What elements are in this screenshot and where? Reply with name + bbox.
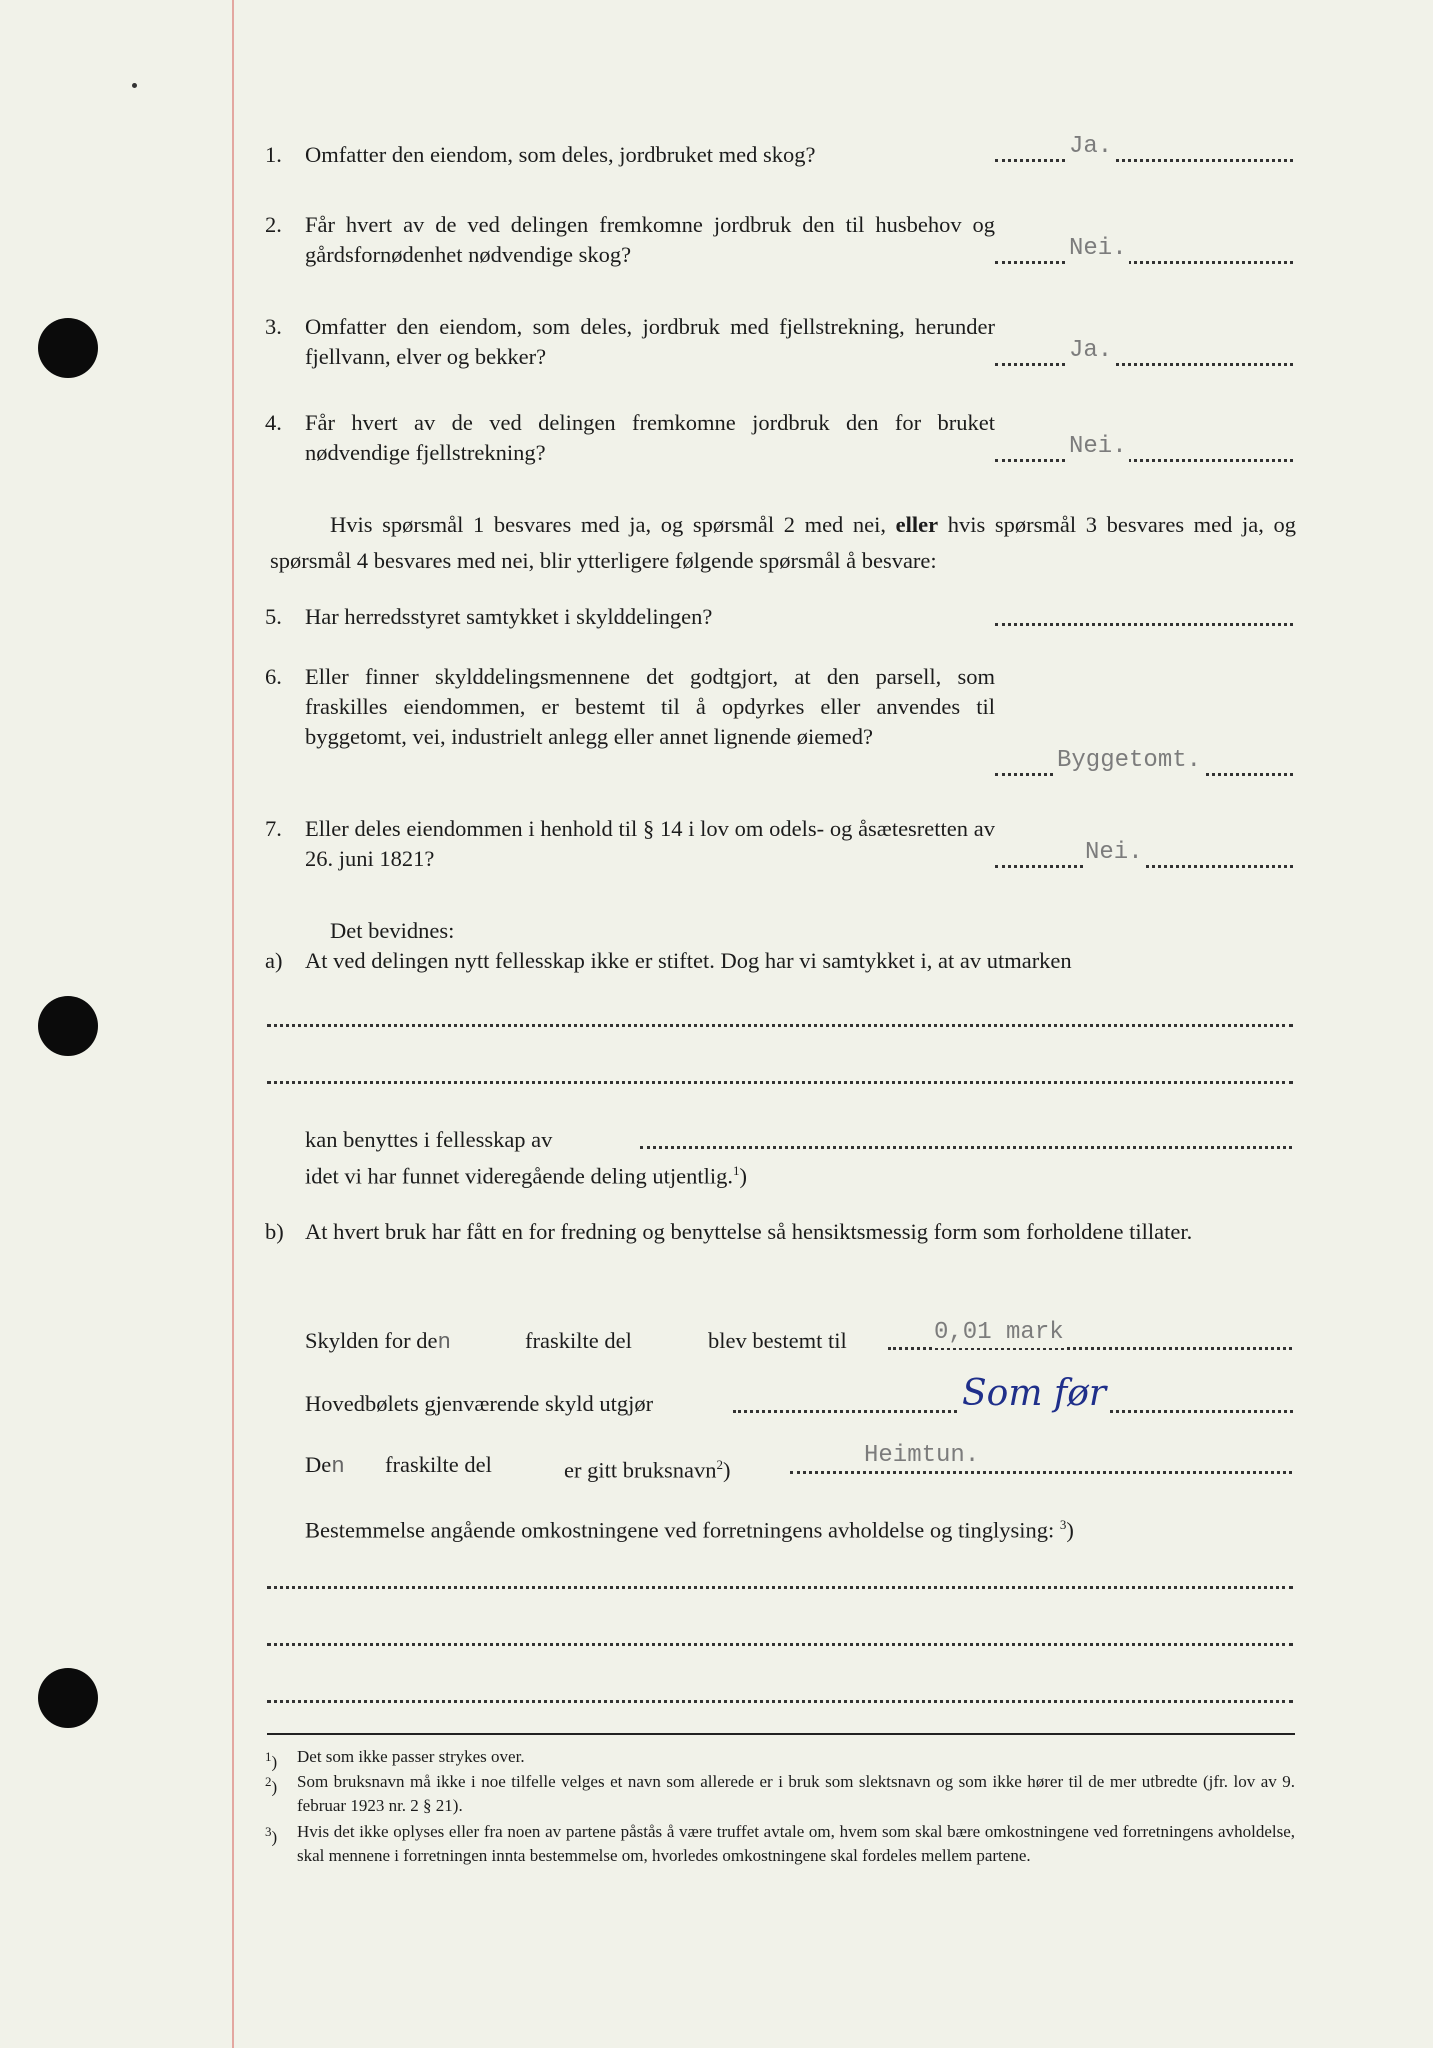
question-1 (265, 140, 995, 170)
dotted-line (995, 261, 1293, 264)
question-number: 6. (265, 664, 282, 689)
fellesskap-field[interactable] (640, 1125, 1292, 1155)
condition-text: Hvis spørsmål 1 besvares med ja, og spørsmål 2 med nei, (330, 512, 887, 537)
question-4 (265, 408, 995, 468)
typed-suffix: n (437, 1329, 451, 1355)
paren: ) (1066, 1517, 1074, 1543)
question-number: 3. (265, 314, 282, 339)
bruksnavn-value: Heimtun. (864, 1442, 980, 1469)
answer-field-4[interactable] (995, 433, 1293, 468)
question-number: 4. (265, 410, 282, 435)
bruksnavn-label (305, 1450, 345, 1481)
answer-value: Nei. (1069, 235, 1127, 262)
condition-emphasis: eller (895, 512, 939, 537)
answer-field-6[interactable] (995, 747, 1293, 782)
question-text: Får hvert av de ved delingen fremkomne jordbruk den for bruket nødvendige fjellstrekning? (305, 410, 995, 465)
question-text: Omfatter den eiendom, som deles, jordbruket med skog? (305, 142, 816, 167)
skyld-value: 0,01 mark (934, 1319, 1064, 1346)
question-text: Får hvert av de ved delingen fremkomne jordbruk den til husbehov og gårdsfornødenhet nødvendige skog? (305, 212, 995, 267)
footnote-mark-num: 2 (265, 1774, 272, 1789)
footnote-text: Som bruksnavn må ikke i noe tilfelle velges et navn som allerede er i bruk som slektsnavn og som ikke hører til de mer utbredte (jfr. lov av 9. februar 1923 nr. 2 § 21). (297, 1772, 1295, 1815)
footnote-3 (265, 1820, 1295, 1868)
hovedbol-field[interactable] (733, 1373, 1293, 1419)
footnote-ref: 1 (732, 1163, 740, 1178)
idet-line: idet vi har funnet videregående deling utjentlig.$^1$) (305, 1163, 747, 1189)
omkostning-text: Bestemmelse angående omkostningene ved forretningens avholdelse og tinglysing: (305, 1517, 1055, 1543)
question-5 (265, 602, 995, 632)
question-number: 7. (265, 816, 282, 841)
fill-line-omkostning-2[interactable] (267, 1643, 1293, 1646)
question-number: 2. (265, 212, 282, 237)
dotted-line (995, 363, 1293, 366)
fellesskap-label: kan benyttes i fellesskap av (305, 1127, 553, 1152)
item-a-text: At ved delingen nytt fellesskap ikke er stiftet. Dog har vi samtykket i, at av utmarken (305, 948, 1072, 973)
question-7 (265, 814, 995, 874)
fill-line-omkostning-3[interactable] (267, 1700, 1293, 1703)
answer-value: Ja. (1069, 133, 1113, 160)
footnote-text: Det som ikke passer strykes over. (297, 1747, 525, 1766)
answer-value: Nei. (1069, 433, 1127, 460)
bruksnavn-field[interactable] (790, 1442, 1292, 1480)
typed-suffix: n (331, 1453, 345, 1479)
idet-text: idet vi har funnet videregående deling utjentlig. (305, 1163, 733, 1189)
question-text: Omfatter den eiendom, som deles, jordbruk med fjellstrekning, herunder fjellvann, elver og bekker? (305, 314, 995, 369)
answer-field-2[interactable] (995, 235, 1293, 270)
dotted-line (640, 1146, 1292, 1149)
footnote-mark: $^2$) (265, 1774, 278, 1797)
bruksnavn-end-text: er gitt bruksnavn (564, 1457, 717, 1483)
paren: ) (722, 1457, 731, 1483)
question-2 (265, 210, 995, 270)
margin-line (232, 0, 234, 2048)
answer-field-7[interactable] (995, 839, 1293, 874)
footnote-mark-num: 1 (265, 1749, 272, 1764)
answer-field-1[interactable] (995, 133, 1293, 168)
binder-hole (38, 996, 98, 1056)
fill-line-utmark-1[interactable] (267, 1024, 1293, 1027)
binder-hole (38, 1668, 98, 1728)
condition-text: hvis spørsmål 3 besvares med ja, og spørsmål 4 besvares med nei, blir ytterligere følgende spørsmål å besvare: (270, 512, 1297, 573)
footnote-1 (265, 1745, 1295, 1772)
skyld-end: blev bestemt til (708, 1328, 847, 1353)
skyld-label-text: Skylden for de (305, 1328, 438, 1353)
item-b-text: At hvert bruk har fått en for fredning og benyttelse så hensiktsmessig form som forholdene tillater. (305, 1219, 1193, 1244)
item-b-label: b) (265, 1219, 284, 1244)
answer-value: Ja. (1069, 337, 1113, 364)
question-6 (265, 662, 995, 752)
question-number: 5. (265, 604, 282, 629)
answer-field-5[interactable] (995, 602, 1293, 632)
hovedbol-label: Hovedbølets gjenværende skyld utgjør (305, 1391, 654, 1416)
handwritten-value: Som før (959, 1373, 1109, 1414)
footnote-mark: $^1$) (265, 1749, 278, 1772)
question-text: Har herredsstyret samtykket i skylddelingen? (305, 604, 713, 629)
fill-line-omkostning-1[interactable] (267, 1586, 1293, 1589)
question-3 (265, 312, 995, 372)
footnote-mark-num: 3 (265, 1824, 272, 1839)
question-text: Eller deles eiendommen i henhold til § 14 i lov om odels- og åsætesretten av 26. juni 1821? (305, 816, 995, 871)
binder-hole (38, 318, 98, 378)
dotted-line (995, 159, 1293, 162)
answer-value: Byggetomt. (1057, 747, 1202, 774)
footnote-text: Hvis det ikke oplyses eller fra noen av partene påstås å være truffet avtale om, hvem som skal bære omkostningene ved forretningens avholdelse, skal mennene i forretningen innta bestemmelse om, hvorledes omkostningene skal fordeles mellem partene. (297, 1822, 1295, 1865)
bruksnavn-mid: fraskilte del (385, 1452, 492, 1477)
question-text: Eller finner skylddelingsmennene det godtgjort, at den parsell, som fraskilles eiendommen, er bestemt til å opdyrkes eller anvendes til byggetomt, vei, industrielt anlegg eller annet lignende øiemed? (305, 664, 995, 749)
footnote-ref: 2 (716, 1457, 723, 1472)
item-a-label: a) (265, 948, 283, 973)
dotted-line (790, 1471, 1292, 1474)
skyld-label (305, 1326, 451, 1357)
footnote-2 (265, 1770, 1295, 1818)
ink-speck (132, 83, 137, 88)
question-number: 1. (265, 142, 282, 167)
footnote-ref: 3 (1059, 1517, 1067, 1532)
footnote-mark: $^3$) (265, 1824, 278, 1847)
omkostning-label (305, 1510, 1074, 1546)
answer-field-3[interactable] (995, 337, 1293, 372)
bruksnavn-label-text: De (305, 1452, 332, 1477)
fill-line-utmark-2[interactable] (267, 1081, 1293, 1084)
condition-paragraph (270, 507, 1296, 579)
answer-value: Nei. (1085, 839, 1143, 866)
skyld-value-field[interactable] (888, 1319, 1292, 1356)
footnote-rule (267, 1733, 1295, 1735)
dotted-line (995, 459, 1293, 462)
skyld-mid: fraskilte del (525, 1328, 632, 1353)
bevidnes-heading: Det bevidnes: (330, 918, 455, 943)
bruksnavn-end (564, 1450, 730, 1486)
dotted-line (995, 623, 1293, 626)
